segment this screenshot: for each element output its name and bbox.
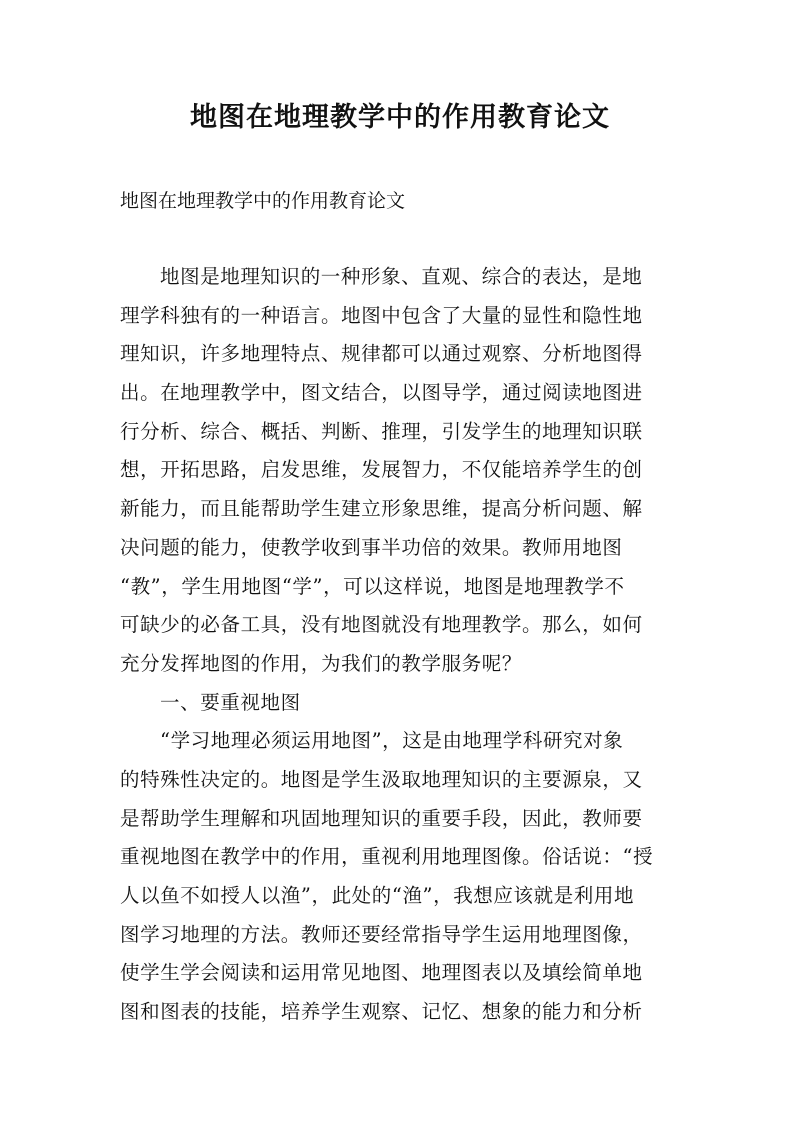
paragraph-line: 出。在地理教学中，图文结合，以图导学，通过阅读地图进 — [120, 381, 643, 405]
document-title: 地图在地理教学中的作用教育论文 — [190, 102, 610, 133]
paragraph-line: 行分析、综合、概括、判断、推理，引发学生的地理知识联 — [120, 419, 643, 443]
paragraph-line: 理知识，许多地理特点、规律都可以通过观察、分析地图得 — [120, 342, 643, 366]
paragraph-line: 理学科独有的一种语言。地图中包含了大量的显性和隐性地 — [120, 303, 643, 327]
paragraph-line: 新能力，而且能帮助学生建立形象思维，提高分析问题、解 — [120, 497, 643, 521]
paragraph-line: 是帮助学生理解和巩固地理知识的重要手段，因此，教师要 — [120, 806, 643, 830]
paragraph-line: 可缺少的必备工具，没有地图就没有地理教学。那么，如何 — [120, 613, 643, 637]
paragraph-line: 充分发挥地图的作用，为我们的教学服务呢？ — [120, 651, 523, 675]
paragraph-line: 图学习地理的方法。教师还要经常指导学生运用地理图像， — [120, 922, 643, 946]
document-body — [120, 258, 690, 1032]
paragraph-line: 图和图表的技能，培养学生观察、记忆、想象的能力和分析 — [120, 1000, 643, 1024]
paragraph-line: 想，开拓思路，启发思维，发展智力，不仅能培养学生的创 — [120, 458, 643, 482]
paragraph-line: 的特殊性决定的。地图是学生汲取地理知识的主要源泉，又 — [120, 767, 643, 791]
paragraph-line: 决问题的能力，使教学收到事半功倍的效果。教师用地图 — [120, 535, 623, 559]
document-subtitle: 地图在地理教学中的作用教育论文 — [120, 190, 406, 212]
paragraph-line: 使学生学会阅读和运用常见地图、地理图表以及填绘简单地 — [120, 961, 643, 985]
section-heading: 一、要重视地图 — [160, 690, 301, 714]
paragraph-line: 重视地图在教学中的作用，重视利用地理图像。俗话说：“授 — [120, 845, 654, 869]
paragraph-line: “学习地理必须运用地图”，这是由地理学科研究对象 — [160, 729, 624, 753]
paragraph-line: “教”，学生用地图“学”，可以这样说，地图是地理教学不 — [120, 574, 625, 598]
paragraph-line: 地图是地理知识的一种形象、直观、综合的表达，是地 — [160, 265, 643, 288]
paragraph-line: 人以鱼不如授人以渔”，此处的“渔”，我想应该就是利用地 — [120, 884, 635, 907]
